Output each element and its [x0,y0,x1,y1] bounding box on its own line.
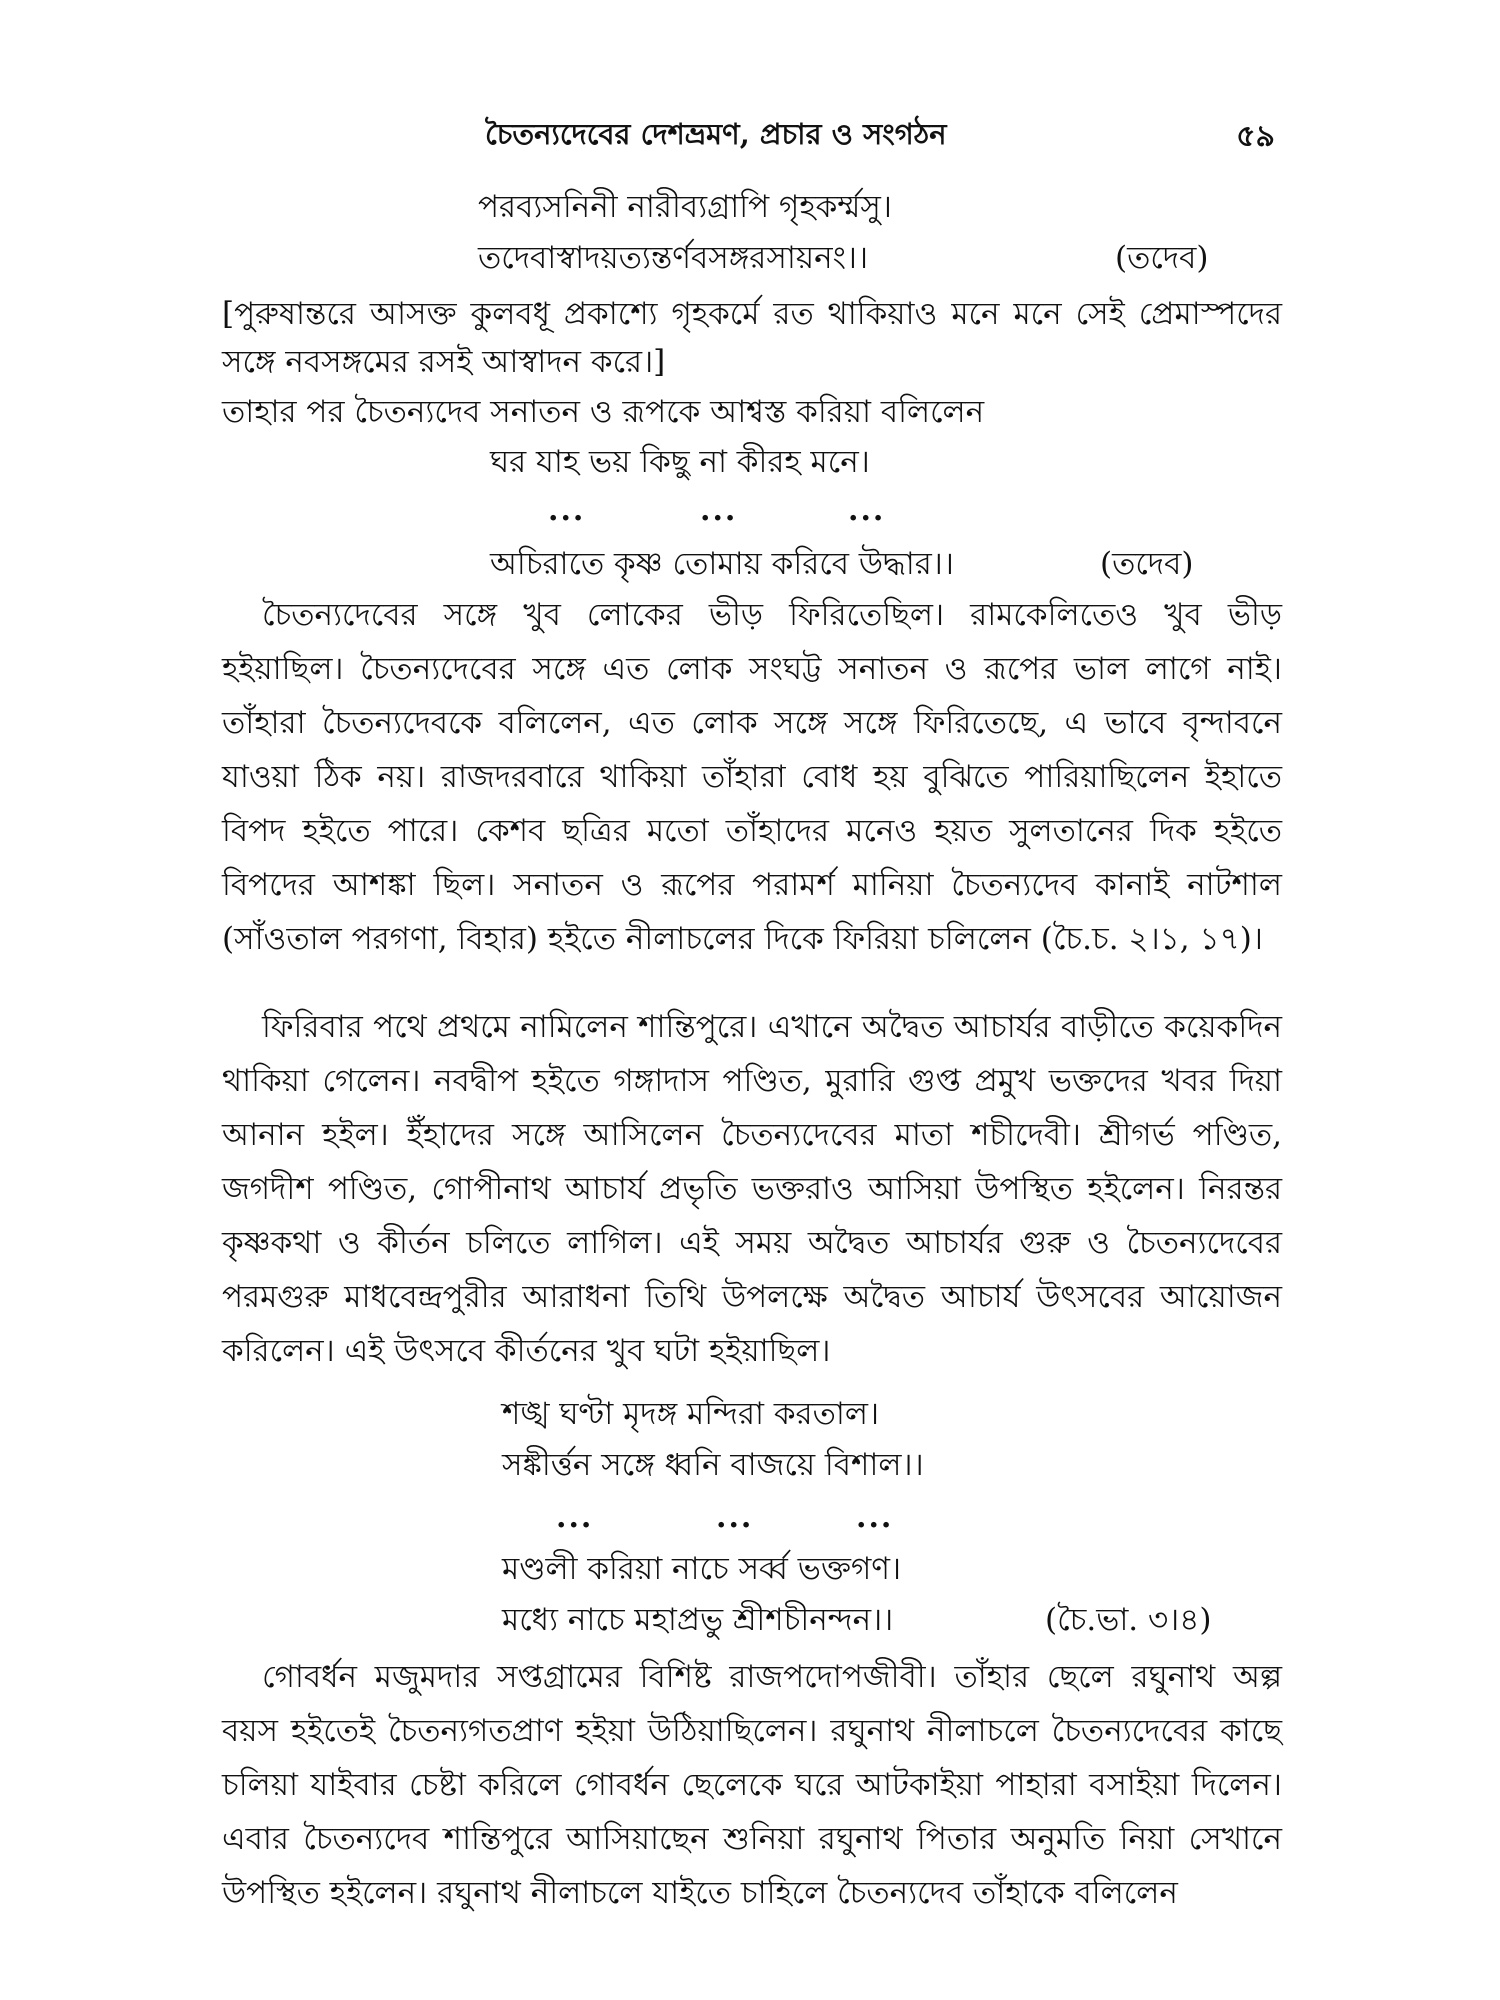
page-number: ৫৯ [1236,119,1275,154]
verse-line: মধ্যে নাচে মহাপ্রভু শ্রীশচীনন্দন।। [502,1602,894,1638]
paragraph: চৈতন্যদেবের সঙ্গে খুব লোকের ভীড় ফিরিতেছিল। রামকেলিতেও খুব ভীড় হইয়াছিল। চৈতন্যদেবের সঙ্গে এত লোক সংঘট্ট সনাতন ও রূপের ভাল লাগে নাই। তাঁহারা চৈতন্যদেবকে বলিলেন, এত লোক সঙ্গে সঙ্গে ফিরিতেছে, এ ভাবে বৃন্দাবনে যাওয়া ঠিক নয়। রাজদরবারে থাকিয়া তাঁহারা বোধ হয় বুঝিতে পারিয়াছিলেন ইহাতে বিপদ হইতে পারে। কেশব ছত্রির মতো তাঁহাদের মনেও হয়ত সুলতানের দিক হইতে বিপদের আশঙ্কা ছিল। সনাতন ও রূপের পরামর্শ মানিয়া চৈতন্যদেব কানাই নাটশাল (সাঁওতাল পরগণা, বিহার) হইতে নীলাচলের দিকে ফিরিয়া চলিলেন (চৈ.চ. ২।১, ১৭)। [222,597,1282,957]
verse-line: মণ্ডলী করিয়া নাচে সর্ব্ব ভক্তগণ। [502,1551,902,1587]
verse-line: সঙ্কীর্ত্তন সঙ্গে ধ্বনি বাজয়ে বিশাল।। [502,1447,924,1483]
ellipsis-mark: ... [548,493,586,528]
verse-citation: (চৈ.ভা. ৩।৪) [1045,1602,1212,1638]
ellipsis-mark: ... [716,1500,754,1535]
ellipsis-mark: ... [556,1500,594,1535]
verse-line: পরব্যসনিনী নারীব্যগ্রাপি গৃহকর্ম্মসু। [478,189,892,225]
paragraph: ফিরিবার পথে প্রথমে নামিলেন শান্তিপুরে। এখানে অদ্বৈত আচার্যর বাড়ীতে কয়েকদিন থাকিয়া গেলেন। নবদ্বীপ হইতে গঙ্গাদাস পণ্ডিত, মুরারি গুপ্ত প্রমুখ ভক্তদের খবর দিয়া আনান হইল। ইঁহাদের সঙ্গে আসিলেন চৈতন্যদেবের মাতা শচীদেবী। শ্রীগর্ভ পণ্ডিত, জগদীশ পণ্ডিত, গোপীনাথ আচার্য প্রভৃতি ভক্তরাও আসিয়া উপস্থিত হইলেন। নিরন্তর কৃষ্ণকথা ও কীর্তন চলিতে লাগিল। এই সময় অদ্বৈত আচার্যর গুরু ও চৈতন্যদেবের পরমগুরু মাধবেন্দ্রপুরীর আরাধনা তিথি উপলক্ষে অদ্বৈত আচার্য উৎসবের আয়োজন করিলেন। এই উৎসবে কীর্তনের খুব ঘটা হইয়াছিল। [222,1009,1282,1369]
verse-line: ঘর যাহ ভয় কিছু না কীরহ মনে। [490,444,870,480]
ellipsis-mark: ... [856,1500,894,1535]
translation-text: [পুরুষান্তরে আসক্ত কুলবধূ প্রকাশ্যে গৃহকর্মে রত থাকিয়াও মনে মনে সেই প্রেমাস্পদের সঙ্গে নবসঙ্গমের রসই আস্বাদন করে।] [222,296,1282,380]
ellipsis-mark: ... [848,493,886,528]
intro-line: তাহার পর চৈতন্যদেব সনাতন ও রূপকে আশ্বস্ত করিয়া বলিলেন [222,394,985,430]
verse-citation: (তদেব) [1100,546,1194,582]
ellipsis-mark: ... [700,493,738,528]
verse-line: অচিরাতে কৃষ্ণ তোমায় করিবে উদ্ধার।। [490,546,954,582]
verse-citation: (তদেব) [1115,240,1209,276]
verse-ellipsis [548,493,888,529]
paragraph: গোবর্ধন মজুমদার সপ্তগ্রামের বিশিষ্ট রাজপদোপজীবী। তাঁহার ছেলে রঘুনাথ অল্প বয়স হইতেই চৈতন্যগতপ্রাণ হইয়া উঠিয়াছিলেন। রঘুনাথ নীলাচলে চৈতন্যদেবের কাছে চলিয়া যাইবার চেষ্টা করিলে গোবর্ধন ছেলেকে ঘরে আটকাইয়া পাহারা বসাইয়া দিলেন। এবার চৈতন্যদেব শান্তিপুরে আসিয়াছেন শুনিয়া রঘুনাথ পিতার অনুমতি নিয়া সেখানে উপস্থিত হইলেন। রঘুনাথ নীলাচলে যাইতে চাহিলে চৈতন্যদেব তাঁহাকে বলিলেন [222,1659,1282,1911]
header-title: চৈতন্যদেবের দেশভ্রমণ, প্রচার ও সংগঠন [485,117,947,151]
verse-line: শঙ্খ ঘণ্টা মৃদঙ্গ মন্দিরা করতাল। [502,1396,880,1432]
verse-line: তদেবাস্বাদয়ত্যন্তর্ণবসঙ্গরসায়নং।। [478,240,869,276]
running-header [265,112,1275,152]
verse-ellipsis [556,1500,896,1536]
